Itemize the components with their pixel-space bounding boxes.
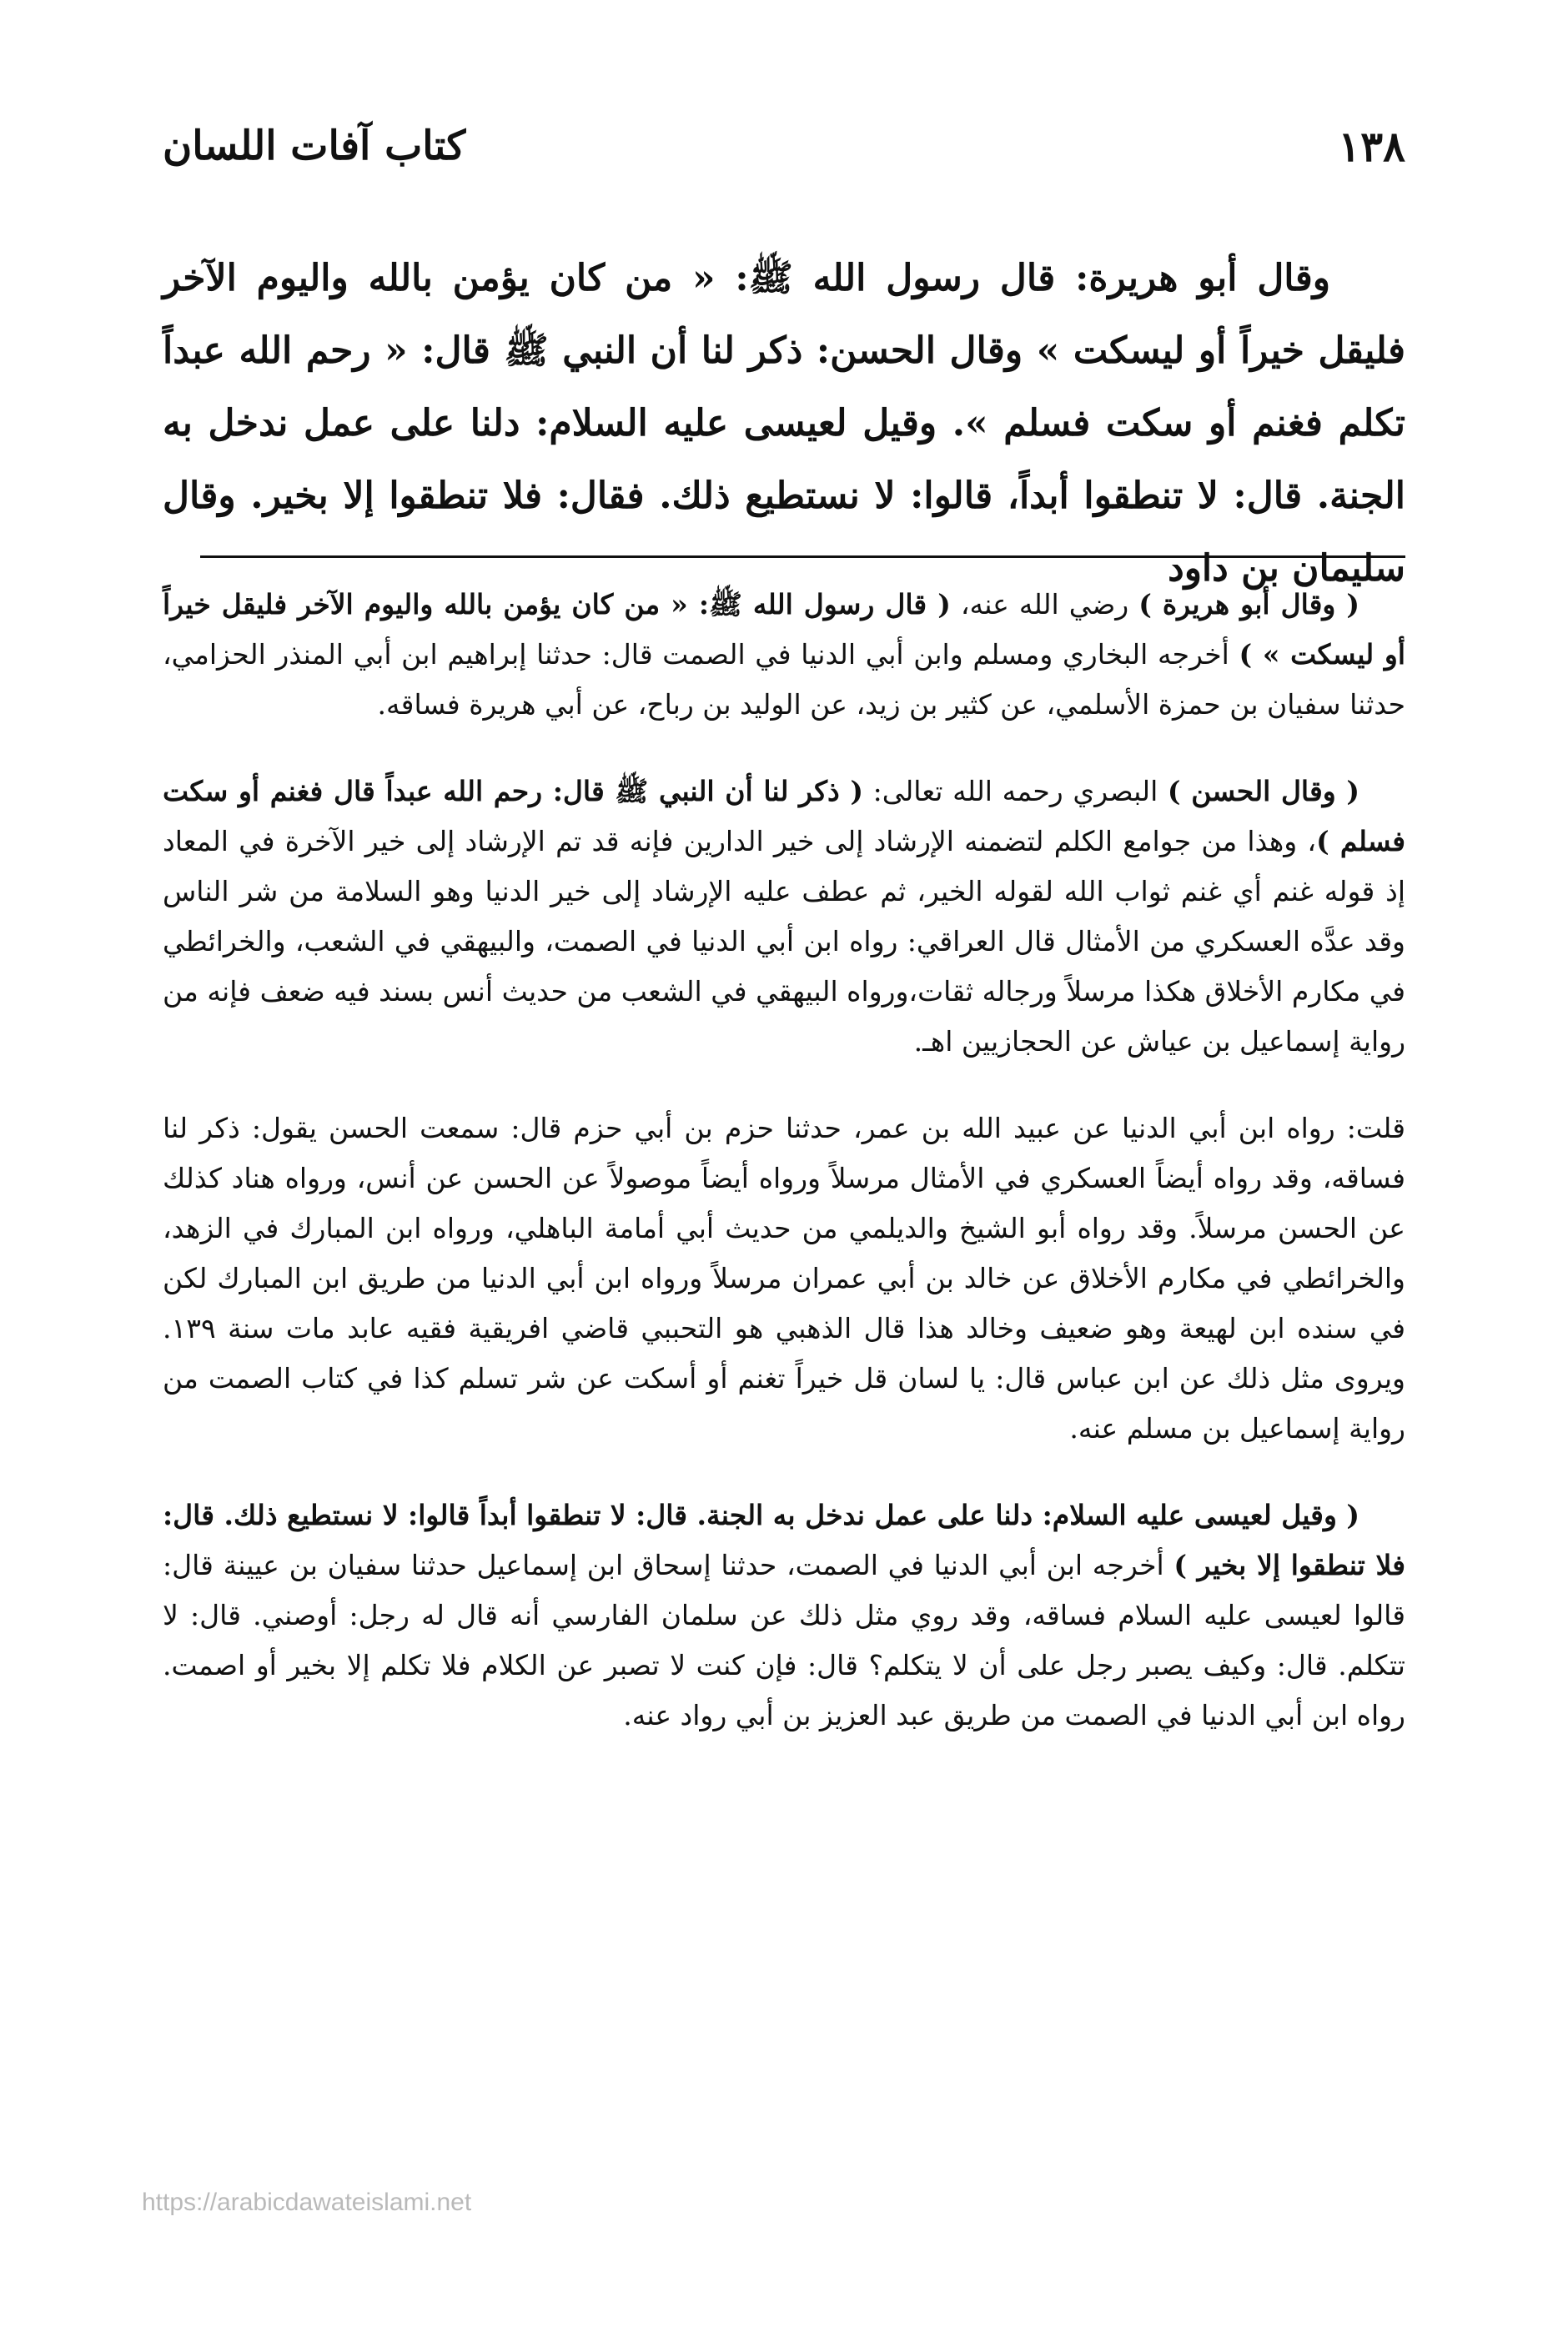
commentary-paragraph-2 <box>163 766 1405 1067</box>
commentary-paragraph-3 <box>163 1103 1405 1454</box>
commentary-block <box>163 580 1405 1777</box>
page-number: ١٣٨ <box>1338 121 1405 171</box>
commentary-paragraph-4 <box>163 1490 1405 1741</box>
commentary-text: ، وهذا من جوامع الكلم لتضمنه الإرشاد إلى خير الدارين فإنه قد تم الإرشاد إلى خير الآخرة في المعاد إذ قوله غنم أي غنم ثواب الله لقوله الخير، ثم عطف عليه الإرشاد إلى خير الدنيا وهو السلامة من شر الناس وقد عدَّه العسكري من الأمثال قال العراقي: رواه ابن أبي الدنيا في الصمت، والبيهقي في الشعب، والخرائطي في مكارم الأخلاق هكذا مرسلاً ورجاله ثقات،ورواه البيهقي في الشعب من حديث أنس بسند فيه ضعف فإنه من رواية إسماعيل بن عياش عن الحجازيين اهـ. <box>163 825 1405 1058</box>
footnote-divider <box>200 555 1405 558</box>
quoted-text: ( وقال الحسن ) <box>1167 775 1359 807</box>
quoted-text: ( وقال أبو هريرة ) <box>1138 588 1359 621</box>
commentary-text: قلت: رواه ابن أبي الدنيا عن عبيد الله بن عمر، حدثنا حزم بن أبي حزم قال: سمعت الحسن يقول: ذكر لنا فساقه، وقد رواه أيضاً العسكري في الأمثال مرسلاً ورواه أيضاً موصولاً عن الحسن عن أنس، ورواه هناد كذلك عن الحسن مرسلاً. وقد رواه أبو الشيخ والديلمي من حديث أبي أمامة الباهلي، ورواه ابن المبارك في الزهد، والخرائطي في مكارم الأخلاق عن خالد بن أبي عمران مرسلاً ورواه ابن أبي الدنيا من طريق ابن المبارك لكن في سنده ابن لهيعة وهو ضعيف وخالد هذا قال الذهبي هو التحببي قاضي افريقية فقيه عابد مات سنة ١٣٩. ويروى مثل ذلك عن ابن عباس قال: يا لسان قل خيراً تغنم أو أسكت عن شر تسلم كذا في كتاب الصمت من رواية إسماعيل بن مسلم عنه. <box>163 1112 1405 1445</box>
quoted-text: ( وقيل لعيسى عليه السلام: دلنا على عمل ندخل به الجنة. قال: لا تنطقوا أبداً قالوا: لا نستطيع ذلك. قال: فلا تنطقوا إلا بخير ) <box>163 1499 1405 1581</box>
commentary-paragraph-1 <box>163 580 1405 730</box>
quoted-text: ( ذكر لنا أن النبي ﷺ قال: رحم الله عبداً قال فغنم أو سكت فسلم ) <box>163 775 1405 857</box>
running-book-title: كتاب آفات اللسان <box>163 123 466 169</box>
commentary-text: أخرجه ابن أبي الدنيا في الصمت، حدثنا إسحاق ابن إسماعيل حدثنا سفيان بن عيينة قال: قالوا لعيسى عليه السلام فساقه، وقد روي مثل ذلك عن سلمان الفارسي أنه قال له رجل: أوصني. قال: لا تتكلم. قال: وكيف يصبر رجل على أن لا يتكلم؟ قال: فإن كنت لا تصبر عن الكلام فلا تكلم إلا بخير أو اصمت. رواه ابن أبي الدنيا في الصمت من طريق عبد العزيز بن أبي رواد عنه. <box>163 1549 1405 1731</box>
commentary-text: البصري رحمه الله تعالى: <box>862 775 1168 807</box>
watermark-url: https://arabicdawateislami.net <box>142 2189 472 2216</box>
commentary-text: أخرجه البخاري ومسلم وابن أبي الدنيا في الصمت قال: حدثنا إبراهيم ابن أبي المنذر الحزامي، حدثنا سفيان بن حمزة الأسلمي، عن كثير بن زيد، عن الوليد بن رباح، عن أبي هريرة فساقه. <box>163 638 1405 721</box>
page-header <box>163 117 1405 175</box>
main-text-block: وقال أبو هريرة: قال رسول الله ﷺ: « من كان يؤمن بالله واليوم الآخر فليقل خيراً أو ليسكت » وقال الحسن: ذكر لنا أن النبي ﷺ قال: « رحم الله عبداً تكلم فغنم أو سكت فسلم ». وقيل لعيسى عليه السلام: دلنا على عمل ندخل به الجنة. قال: لا تنطقوا أبداً، قالوا: لا نستطيع ذلك. فقال: فلا تنطقوا إلا بخير. وقال سليمان بن داود <box>163 257 1405 590</box>
quoted-text: ( قال رسول الله ﷺ: « من كان يؤمن بالله واليوم الآخر فليقل خيراً أو ليسكت » ) <box>163 588 1405 671</box>
commentary-text: رضي الله عنه، <box>950 588 1139 621</box>
